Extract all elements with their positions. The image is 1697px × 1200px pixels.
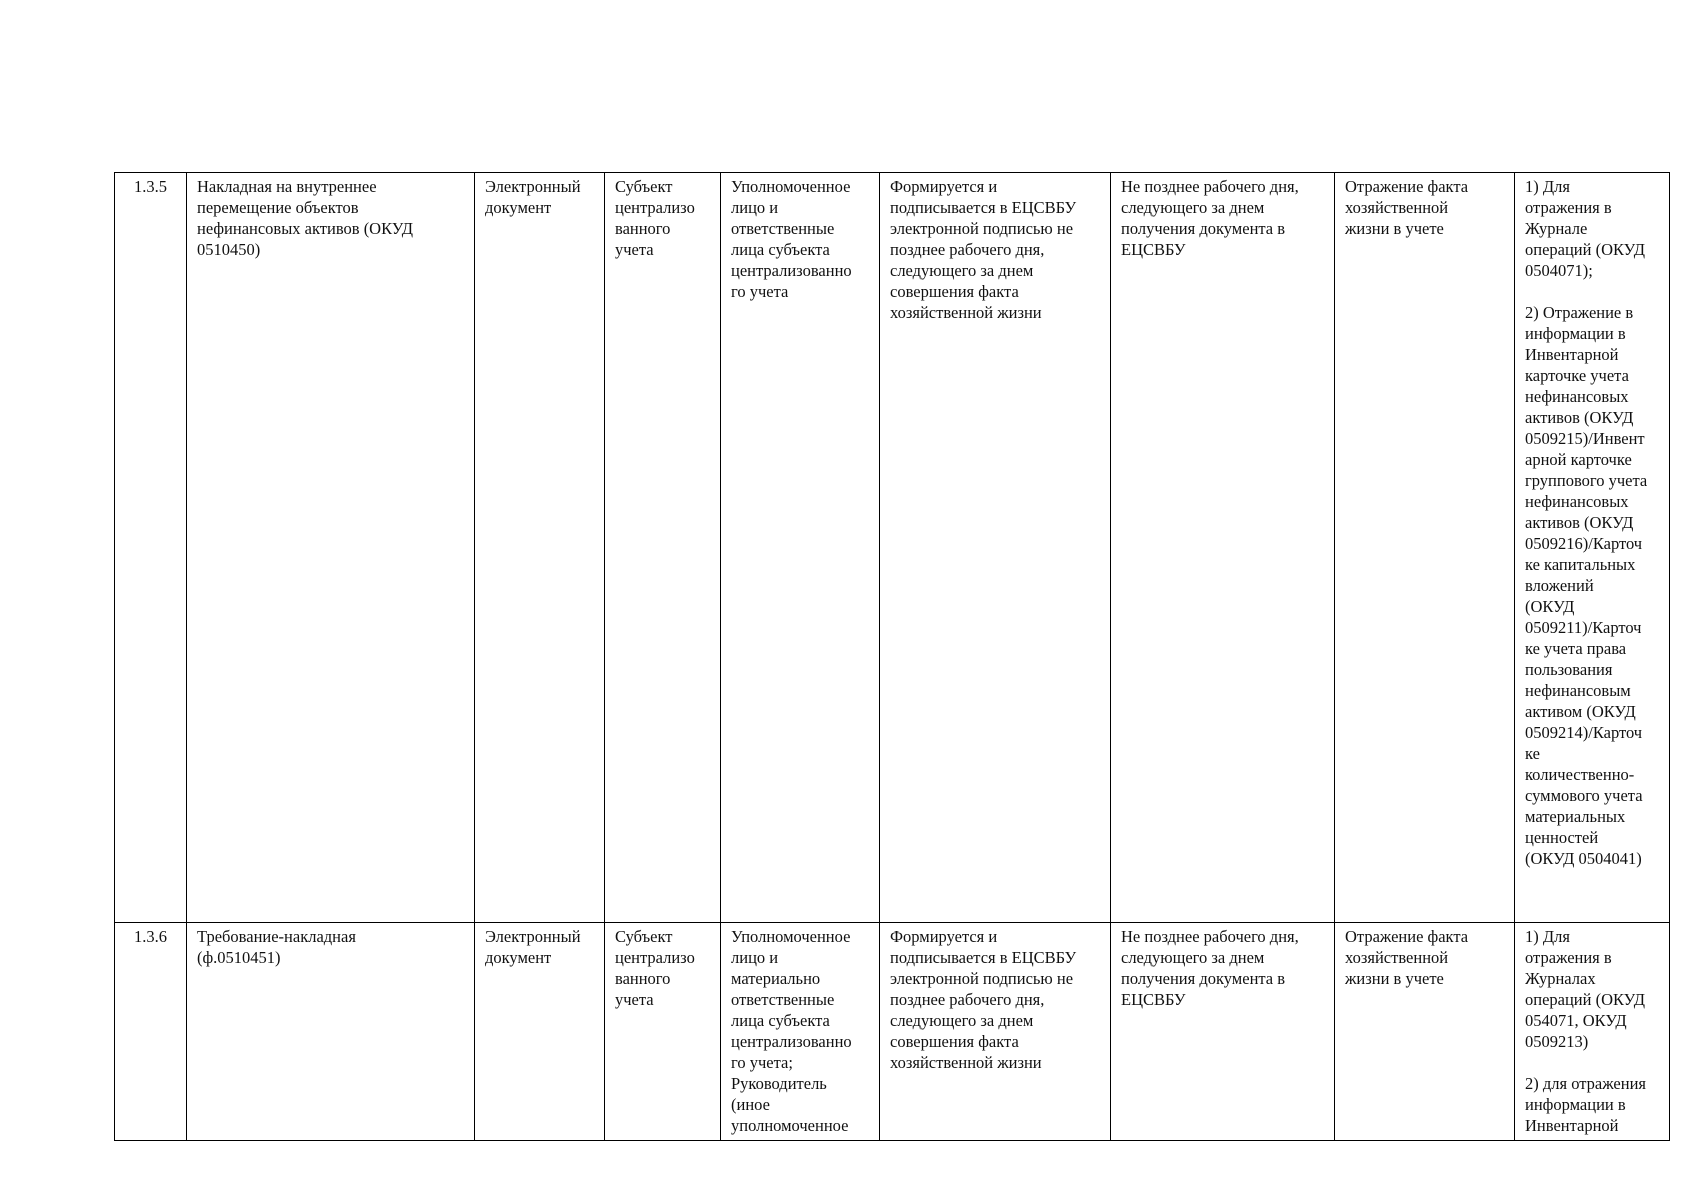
- reflection-cell: 1) Для отражения в Журнале операций (ОКУД 0504071); 2) Отражение в информации в Инвентарной карточке учета нефинансовых активов (ОКУД 0509215)/Инвент арной карточке группового учета нефинансовых активов (ОКУД 0509216)/Карточ ке капитальных вложений (ОКУД 0509211)/Карточ ке учета права пользования нефинансовым активом (ОКУД 0509214)/Карточ ке количественно- суммового учета материальных ценностей (ОКУД 0504041): [1515, 173, 1670, 923]
- document-name-cell: Накладная на внутреннее перемещение объектов нефинансовых активов (ОКУД 0510450): [187, 173, 475, 923]
- purpose-cell: Отражение факта хозяйственной жизни в учете: [1335, 173, 1515, 923]
- reflection-cell: 1) Для отражения в Журналах операций (ОКУД 054071, ОКУД 0509213) 2) для отражения информации в Инвентарной: [1515, 923, 1670, 1141]
- deadline-cell: Не позднее рабочего дня, следующего за днем получения документа в ЕЦСВБУ: [1111, 173, 1335, 923]
- document-form-cell: Электронный документ: [475, 923, 605, 1141]
- deadline-cell: Не позднее рабочего дня, следующего за днем получения документа в ЕЦСВБУ: [1111, 923, 1335, 1141]
- responsible-cell: Уполномоченное лицо и ответственные лица субъекта централизованно го учета: [721, 173, 880, 923]
- creator-cell: Субъект централизо ванного учета: [605, 173, 721, 923]
- row-number-cell: 1.3.6: [115, 923, 187, 1141]
- table-row: [115, 173, 1670, 923]
- document-name-cell: Требование-накладная (ф.0510451): [187, 923, 475, 1141]
- documents-table: [114, 172, 1670, 1141]
- purpose-cell: Отражение факта хозяйственной жизни в учете: [1335, 923, 1515, 1141]
- procedure-cell: Формируется и подписывается в ЕЦСВБУ электронной подписью не позднее рабочего дня, следующего за днем совершения факта хозяйственной жизни: [880, 923, 1111, 1141]
- row-number-cell: 1.3.5: [115, 173, 187, 923]
- document-form-cell: Электронный документ: [475, 173, 605, 923]
- table-row: [115, 923, 1670, 1141]
- creator-cell: Субъект централизо ванного учета: [605, 923, 721, 1141]
- procedure-cell: Формируется и подписывается в ЕЦСВБУ электронной подписью не позднее рабочего дня, следующего за днем совершения факта хозяйственной жизни: [880, 173, 1111, 923]
- responsible-cell: Уполномоченное лицо и материально ответственные лица субъекта централизованно го учета; Руководитель (иное уполномоченное: [721, 923, 880, 1141]
